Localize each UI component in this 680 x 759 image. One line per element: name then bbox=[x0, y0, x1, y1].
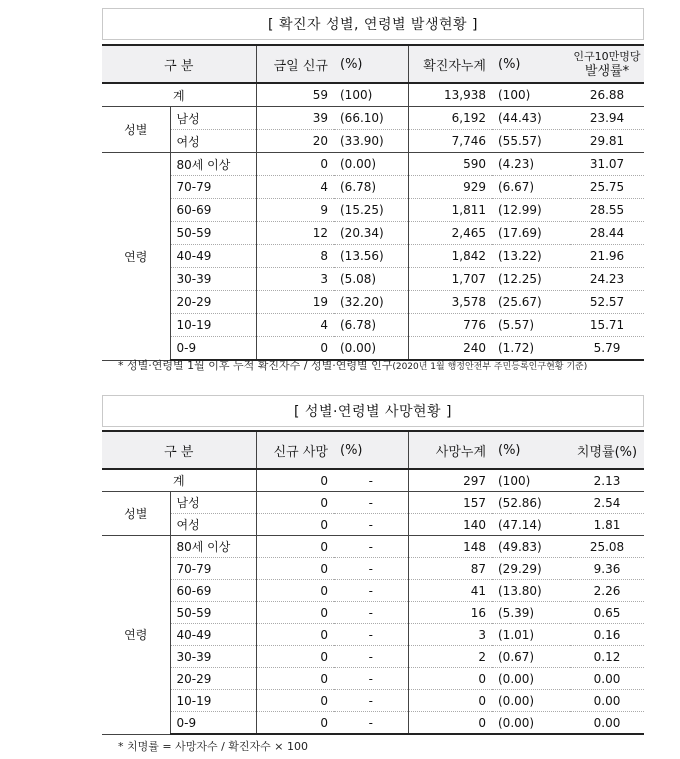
table1-footnote-small: (2020년 1월 행정안전부 주민등록인구현황 기준) bbox=[392, 362, 588, 372]
row-rate: 29.81 bbox=[570, 130, 644, 153]
row-label: 50-59 bbox=[170, 222, 256, 245]
total-cumulative: 297 bbox=[408, 469, 492, 492]
row-cumulative: 1,707 bbox=[408, 268, 492, 291]
row-label: 20-29 bbox=[170, 668, 256, 690]
table-row bbox=[102, 222, 644, 245]
row-new: 0 bbox=[256, 580, 334, 602]
row-new-pct: (5.08) bbox=[334, 268, 408, 291]
row-label: 남성 bbox=[170, 107, 256, 130]
total-cum-pct: (100) bbox=[492, 83, 570, 107]
row-cumulative: 87 bbox=[408, 558, 492, 580]
row-new-pct: (33.90) bbox=[334, 130, 408, 153]
row-rate: 25.75 bbox=[570, 176, 644, 199]
row-cum-pct: (5.39) bbox=[492, 602, 570, 624]
row-new: 0 bbox=[256, 668, 334, 690]
row-cum-pct: (0.00) bbox=[492, 668, 570, 690]
row-new-pct: - bbox=[334, 668, 408, 690]
row-new-pct: - bbox=[334, 602, 408, 624]
row-rate: 2.26 bbox=[570, 580, 644, 602]
table-row bbox=[102, 291, 644, 314]
row-cumulative: 0 bbox=[408, 712, 492, 735]
row-new: 19 bbox=[256, 291, 334, 314]
row-cumulative: 2,465 bbox=[408, 222, 492, 245]
row-cum-pct: (47.14) bbox=[492, 514, 570, 536]
row-new-pct: - bbox=[334, 514, 408, 536]
row-cum-pct: (12.99) bbox=[492, 199, 570, 222]
row-cum-pct: (4.23) bbox=[492, 153, 570, 176]
row-new: 8 bbox=[256, 245, 334, 268]
row-new: 9 bbox=[256, 199, 334, 222]
row-label: 60-69 bbox=[170, 580, 256, 602]
table1-header-new: 금일 신규 bbox=[256, 45, 334, 83]
row-new-pct: (6.78) bbox=[334, 314, 408, 337]
row-label: 여성 bbox=[170, 514, 256, 536]
row-label: 80세 이상 bbox=[170, 536, 256, 558]
row-new: 0 bbox=[256, 536, 334, 558]
gender-group-label: 성별 bbox=[102, 107, 170, 153]
table-row bbox=[102, 558, 644, 580]
row-new-pct: - bbox=[334, 492, 408, 514]
row-new: 0 bbox=[256, 712, 334, 735]
row-new-pct: - bbox=[334, 536, 408, 558]
table1-header-row bbox=[102, 45, 644, 83]
table1-body bbox=[102, 83, 644, 360]
row-label: 70-79 bbox=[170, 176, 256, 199]
table2-header-cumulative: 사망누계 bbox=[408, 431, 492, 469]
table-row bbox=[102, 602, 644, 624]
row-cumulative: 1,842 bbox=[408, 245, 492, 268]
row-cum-pct: (6.67) bbox=[492, 176, 570, 199]
row-rate: 0.12 bbox=[570, 646, 644, 668]
total-new-pct: - bbox=[334, 469, 408, 492]
age-group-label: 연령 bbox=[102, 153, 170, 361]
row-cumulative: 240 bbox=[408, 337, 492, 361]
row-new-pct: - bbox=[334, 558, 408, 580]
row-new: 20 bbox=[256, 130, 334, 153]
row-rate: 21.96 bbox=[570, 245, 644, 268]
row-new: 39 bbox=[256, 107, 334, 130]
row-cumulative: 6,192 bbox=[408, 107, 492, 130]
row-cumulative: 3 bbox=[408, 624, 492, 646]
row-label: 40-49 bbox=[170, 624, 256, 646]
row-new: 0 bbox=[256, 690, 334, 712]
total-label: 계 bbox=[102, 83, 256, 107]
table1-header-rate bbox=[570, 45, 644, 83]
row-new-pct: - bbox=[334, 712, 408, 735]
row-new: 4 bbox=[256, 176, 334, 199]
table2-title-text: [ 성별·연령별 사망현황 ] bbox=[294, 404, 452, 420]
row-label: 10-19 bbox=[170, 314, 256, 337]
total-new: 59 bbox=[256, 83, 334, 107]
row-rate: 0.00 bbox=[570, 690, 644, 712]
row-new-pct: (32.20) bbox=[334, 291, 408, 314]
row-cum-pct: (0.67) bbox=[492, 646, 570, 668]
row-new: 0 bbox=[256, 624, 334, 646]
table-row bbox=[102, 176, 644, 199]
table1-header-cumulative: 확진자누계 bbox=[408, 45, 492, 83]
row-new-pct: (20.34) bbox=[334, 222, 408, 245]
row-cum-pct: (13.80) bbox=[492, 580, 570, 602]
table2-footnote-text: * 치명률 = 사망자수 / 확진자수 × 100 bbox=[118, 740, 308, 753]
row-label: 30-39 bbox=[170, 646, 256, 668]
table-row bbox=[102, 690, 644, 712]
row-cum-pct: (12.25) bbox=[492, 268, 570, 291]
row-rate: 0.65 bbox=[570, 602, 644, 624]
row-cum-pct: (44.43) bbox=[492, 107, 570, 130]
table1-footnote bbox=[118, 357, 587, 373]
table2-title bbox=[102, 395, 644, 427]
row-new-pct: - bbox=[334, 580, 408, 602]
row-new: 0 bbox=[256, 558, 334, 580]
table-row bbox=[102, 314, 644, 337]
row-cumulative: 929 bbox=[408, 176, 492, 199]
total-rate: 2.13 bbox=[570, 469, 644, 492]
row-rate: 15.71 bbox=[570, 314, 644, 337]
row-rate: 25.08 bbox=[570, 536, 644, 558]
row-label: 20-29 bbox=[170, 291, 256, 314]
table1-title-text: [ 확진자 성별, 연령별 발생현황 ] bbox=[268, 17, 478, 33]
row-new: 0 bbox=[256, 646, 334, 668]
row-label: 50-59 bbox=[170, 602, 256, 624]
row-new-pct: (66.10) bbox=[334, 107, 408, 130]
row-cum-pct: (1.01) bbox=[492, 624, 570, 646]
row-cumulative: 776 bbox=[408, 314, 492, 337]
table1-header-category: 구 분 bbox=[102, 45, 256, 83]
row-new: 0 bbox=[256, 492, 334, 514]
row-rate: 52.57 bbox=[570, 291, 644, 314]
row-rate: 5.79 bbox=[570, 337, 644, 361]
table-row bbox=[102, 668, 644, 690]
row-cumulative: 590 bbox=[408, 153, 492, 176]
row-cumulative: 140 bbox=[408, 514, 492, 536]
total-row bbox=[102, 83, 644, 107]
row-label: 여성 bbox=[170, 130, 256, 153]
table1-header-new-pct: (%) bbox=[334, 45, 408, 83]
table1-header-cum-pct: (%) bbox=[492, 45, 570, 83]
row-new-pct: - bbox=[334, 624, 408, 646]
deaths-table bbox=[102, 430, 644, 735]
table1-footnote-main: * 성별·연령별 1월 이후 누적 확진자수 / 성별·연령별 인구 bbox=[118, 359, 393, 372]
row-cumulative: 41 bbox=[408, 580, 492, 602]
row-new-pct: (0.00) bbox=[334, 153, 408, 176]
table-row bbox=[102, 712, 644, 735]
row-rate: 0.00 bbox=[570, 712, 644, 735]
row-rate: 9.36 bbox=[570, 558, 644, 580]
row-rate: 23.94 bbox=[570, 107, 644, 130]
row-new: 12 bbox=[256, 222, 334, 245]
row-cum-pct: (29.29) bbox=[492, 558, 570, 580]
row-label: 40-49 bbox=[170, 245, 256, 268]
row-label: 80세 이상 bbox=[170, 153, 256, 176]
table2-header-new-pct: (%) bbox=[334, 431, 408, 469]
row-new-pct: (13.56) bbox=[334, 245, 408, 268]
table2-header-cum-pct: (%) bbox=[492, 431, 570, 469]
row-cum-pct: (0.00) bbox=[492, 690, 570, 712]
total-cum-pct: (100) bbox=[492, 469, 570, 492]
row-cumulative: 3,578 bbox=[408, 291, 492, 314]
row-new: 3 bbox=[256, 268, 334, 291]
row-cumulative: 148 bbox=[408, 536, 492, 558]
row-rate: 28.55 bbox=[570, 199, 644, 222]
row-label: 70-79 bbox=[170, 558, 256, 580]
row-rate: 1.81 bbox=[570, 514, 644, 536]
table1-header-rate-line1: 인구10만명당 bbox=[573, 50, 641, 63]
table2-header-row bbox=[102, 431, 644, 469]
table2-header-fatality: 치명률(%) bbox=[570, 431, 644, 469]
row-label: 0-9 bbox=[170, 337, 256, 361]
row-new-pct: - bbox=[334, 690, 408, 712]
row-cumulative: 7,746 bbox=[408, 130, 492, 153]
row-new: 0 bbox=[256, 153, 334, 176]
table-row bbox=[102, 153, 644, 176]
row-cumulative: 2 bbox=[408, 646, 492, 668]
row-rate: 31.07 bbox=[570, 153, 644, 176]
row-cum-pct: (49.83) bbox=[492, 536, 570, 558]
total-label: 계 bbox=[102, 469, 256, 492]
table2-header-new: 신규 사망 bbox=[256, 431, 334, 469]
table-row bbox=[102, 107, 644, 130]
table-row bbox=[102, 130, 644, 153]
table2-header-category: 구 분 bbox=[102, 431, 256, 469]
row-label: 10-19 bbox=[170, 690, 256, 712]
row-new-pct: - bbox=[334, 646, 408, 668]
total-rate: 26.88 bbox=[570, 83, 644, 107]
table-row bbox=[102, 536, 644, 558]
row-new: 0 bbox=[256, 337, 334, 361]
row-rate: 28.44 bbox=[570, 222, 644, 245]
table1-header-rate-line2: 발생률* bbox=[584, 64, 630, 79]
row-cum-pct: (1.72) bbox=[492, 337, 570, 361]
row-rate: 24.23 bbox=[570, 268, 644, 291]
row-cum-pct: (17.69) bbox=[492, 222, 570, 245]
row-rate: 0.00 bbox=[570, 668, 644, 690]
row-label: 0-9 bbox=[170, 712, 256, 735]
table-row bbox=[102, 245, 644, 268]
row-cumulative: 1,811 bbox=[408, 199, 492, 222]
table2-footnote bbox=[118, 738, 308, 754]
total-new-pct: (100) bbox=[334, 83, 408, 107]
table-row bbox=[102, 199, 644, 222]
total-new: 0 bbox=[256, 469, 334, 492]
row-new-pct: (15.25) bbox=[334, 199, 408, 222]
table-row bbox=[102, 492, 644, 514]
row-new: 0 bbox=[256, 514, 334, 536]
row-rate: 2.54 bbox=[570, 492, 644, 514]
row-cumulative: 157 bbox=[408, 492, 492, 514]
row-new: 0 bbox=[256, 602, 334, 624]
row-new-pct: (0.00) bbox=[334, 337, 408, 361]
row-cum-pct: (25.67) bbox=[492, 291, 570, 314]
row-cum-pct: (55.57) bbox=[492, 130, 570, 153]
row-new-pct: (6.78) bbox=[334, 176, 408, 199]
row-new: 4 bbox=[256, 314, 334, 337]
row-cum-pct: (0.00) bbox=[492, 712, 570, 735]
table1-title bbox=[102, 8, 644, 40]
row-cum-pct: (13.22) bbox=[492, 245, 570, 268]
row-rate: 0.16 bbox=[570, 624, 644, 646]
table-row bbox=[102, 268, 644, 291]
table-row bbox=[102, 624, 644, 646]
cases-table bbox=[102, 44, 644, 361]
table-row bbox=[102, 646, 644, 668]
row-label: 60-69 bbox=[170, 199, 256, 222]
row-label: 남성 bbox=[170, 492, 256, 514]
row-cum-pct: (52.86) bbox=[492, 492, 570, 514]
row-cumulative: 0 bbox=[408, 668, 492, 690]
total-row bbox=[102, 469, 644, 492]
row-label: 30-39 bbox=[170, 268, 256, 291]
total-cumulative: 13,938 bbox=[408, 83, 492, 107]
table-row bbox=[102, 580, 644, 602]
age-group-label: 연령 bbox=[102, 536, 170, 735]
gender-group-label: 성별 bbox=[102, 492, 170, 536]
table2-body bbox=[102, 469, 644, 734]
table-row bbox=[102, 514, 644, 536]
row-cumulative: 0 bbox=[408, 690, 492, 712]
row-cum-pct: (5.57) bbox=[492, 314, 570, 337]
row-cumulative: 16 bbox=[408, 602, 492, 624]
